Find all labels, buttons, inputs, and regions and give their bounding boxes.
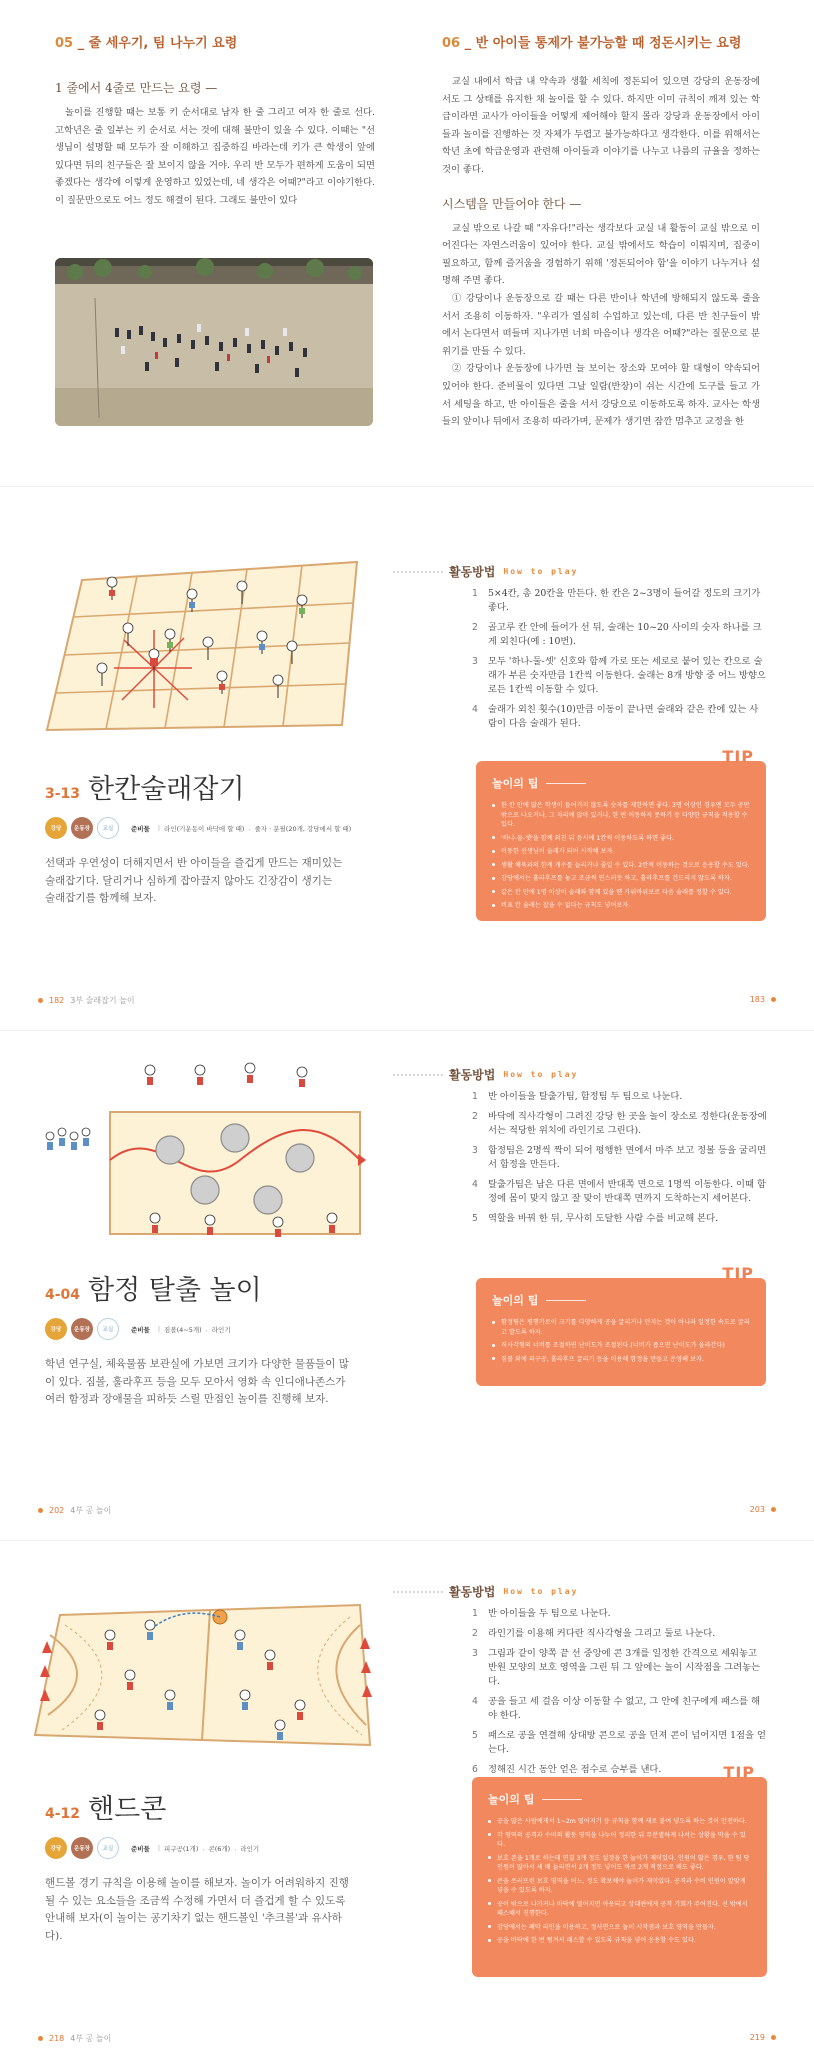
right-column [442, 32, 760, 431]
left-column [55, 32, 375, 210]
step-text: 정해진 시간 동안 얻은 점수로 승부를 낸다. [488, 1764, 662, 1775]
tip-item: 공이 밖으로 나가거나 바닥에 떨어지면 아웃되고 상대편에게 공격 기회가 주어진다. 선 밖에서 패스해서 진행한다. [488, 1900, 753, 1919]
step-text: 탈출가팀은 남은 다른 면에서 반대쪽 면으로 1명씩 이동한다. 이때 함정에 몸이 맞지 않고 잘 맞이 반대쪽 면까지 도착하는지 세어본다. [488, 1179, 766, 1204]
materials-item: 콘(6개) [208, 1844, 231, 1853]
page-divider [0, 486, 814, 487]
how-to-play-heading [393, 1583, 578, 1600]
dotted-rule [393, 1591, 443, 1593]
step-item: 1 반 아이들을 두 팀으로 나눈다. [472, 1608, 611, 1619]
tip-title: 놀이의 팁 [488, 1791, 753, 1807]
page-number: 203 [749, 1505, 765, 1514]
step-item: 6 정해진 시간 동안 얻은 점수로 승부를 낸다. [472, 1764, 662, 1775]
tip-label: TIP [722, 747, 754, 766]
folio-dot [38, 2036, 43, 2041]
dotted-rule [393, 571, 443, 573]
tip-item: 같은 칸 안에 1명 이상이 술래와 함께 있을 땐 가위바위보로 다음 술래를 정할 수 있다. [492, 888, 752, 898]
page-number: 219 [749, 2033, 765, 2042]
badge-field: 운동장 [71, 817, 93, 839]
game-intro: 핸드볼 경기 규칙을 이용해 놀이를 해보자. 놀이가 어려워하지 진행될 수 있는 요소들을 조금씩 수정해 가면서 더 즐겁게 할 수 있도록 안내해 보자(이 놀이는 공기차기 없는 핸드볼인 '추크볼'과 유사하다). [45, 1877, 349, 1942]
folio-right [750, 2033, 776, 2042]
tip-title: 놀이의 팁 [492, 1292, 752, 1308]
subheading: 1 줄에서 4줄로 만드는 요령 — [55, 81, 218, 95]
folio-dot [38, 1508, 43, 1513]
page-number: 182 [49, 996, 65, 1005]
game-code: 4-12 [45, 1806, 81, 1822]
section-title: _ 줄 세우기, 팀 나누기 요령 [77, 36, 238, 51]
tip-item: 각 영역의 공격과 수비의 활동 영역을 나누어 정리한 뒤 무분별하게 나서는 상황을 막을 수 있다. [488, 1831, 753, 1850]
badge-gym: 강당 [45, 1318, 67, 1340]
tip-item: 함정팀은 평행가로이 크기를 다양하게 공을 굴리거나 던지는 것이 아니라 일정한 속도로 굴리고 발도록 하자. [492, 1318, 752, 1337]
game-code: 4-04 [45, 1287, 81, 1303]
folio-dot [771, 997, 776, 1002]
page-divider [0, 1540, 814, 1541]
activity-spread [0, 1050, 814, 1520]
schoolyard-photo [55, 258, 373, 426]
tip-item: '하나-둘-셋'을 함께 외친 뒤 동시에 1칸씩 이동하도록 하면 좋다. [492, 834, 752, 844]
running-head: 4부 공 놀이 [70, 2034, 112, 2043]
step-text: 역할을 바꿔 한 뒤, 무사히 도달한 사람 수를 비교해 본다. [488, 1213, 719, 1224]
paragraph: 교실 밖으로 나갈 때 "자유다!"라는 생각보다 교실 내 활동이 교실 밖으로 이어진다는 자연스러움이 있어야 한다. 교실 밖에서도 학습이 이뤄지며, 집중이 필요하고, 함께 즐거움을 경험하기 위해 '정돈되어야 함'을 이야기 나누거나 설명해 주면 좋다. [442, 222, 760, 287]
materials-label: 준비물 [131, 824, 150, 833]
tip-item: 보호 존을 1개로 하는데 연결 3개 정도 설정을 한 놀이가 재미있다. 인원이 많은 경우, 한 팀 당 인원이 많아서 세 배 늘리면서 2개 정도 넣어도 바로 2개 적정으로 해도 좋다. [488, 1854, 753, 1873]
tip-item: 공을 많은 사람에게서 1~2m 떨어지기 등 규칙을 함께 새로 붙여 넣도록 하는 것이 안전하다. [488, 1817, 753, 1827]
game-title [45, 1787, 166, 1826]
step-text: 공을 들고 세 걸음 이상 이동할 수 없고, 그 안에 친구에게 패스를 해야 한다. [488, 1696, 760, 1721]
grid-tag-illustration [42, 550, 372, 740]
how-to-play-title: 활동방법 [449, 565, 496, 579]
step-text: 그림과 같이 양쪽 끝 선 중앙에 콘 3개를 일정한 간격으로 세워놓고 반원 모양의 보호 영역을 그린 뒤 그 앞에는 놀이 시작점을 그려놓는다. [488, 1648, 761, 1687]
section-heading [442, 32, 760, 51]
tip-item: 한 칸 안에 많은 학생이 들어가지 않도록 숫자를 제한하면 좋다. 3명 이상인 경우엔 모두 공만 밖으로 나오거나, 그 자리에 앉아 있거나, 한 번 이동하지 못하기 등 다양한 규칙을 적용할 수 있다. [492, 801, 752, 830]
folio-dot [771, 2035, 776, 2040]
game-name: 한칸술래잡기 [88, 774, 245, 805]
step-item: 5 역할을 바꿔 한 뒤, 무사히 도달한 사람 수를 비교해 본다. [472, 1213, 719, 1224]
paragraph: ② 강당이나 운동장에 나가면 늘 보이는 장소와 모여야 할 대형이 약속되어 있어야 한다. 준비물이 있다면 그날 일람(반장)이 쉬는 시간에 도구를 들고 가서 세팅을 하고, 반 아이들은 줄을 서서 강당으로 이동하도록 하자. 교사는 학생들의 앞이나 뒤에서 조용히 따라가며, 문제가 생기면 잠깐 멈추고 교정을 한 [442, 363, 760, 428]
step-item: 1 반 아이들을 탈출가팀, 함정팀 두 팀으로 나눈다. [472, 1091, 683, 1102]
section-title: _ 반 아이들 통제가 불가능할 때 정돈시키는 요령 [464, 36, 742, 51]
folio-left [38, 2033, 111, 2044]
folio-dot [771, 1507, 776, 1512]
tip-item: 강당에서는 폐막 라인을 이용하고, 정사면으로 놀이 시작점과 보호 영역을 만들자. [488, 1923, 753, 1933]
materials-item: 라인기 [211, 1325, 231, 1334]
handcone-court-illustration [30, 1575, 375, 1765]
folio-left [38, 1505, 111, 1516]
steps-list [472, 1607, 767, 1783]
tip-item: 이동한 선생님이 술래가 되어 시작해 보자. [492, 847, 752, 857]
materials: 준비물 | 피구공(1개) , 콘(6개) , 라인기 [131, 1844, 260, 1853]
section-heading [55, 32, 375, 51]
trap-escape-illustration [40, 1050, 370, 1250]
game-code: 3-13 [45, 786, 81, 802]
dotted-rule [393, 1074, 443, 1076]
steps-list [472, 1090, 767, 1232]
folio-right [750, 995, 776, 1004]
materials: 준비물 | 짐볼(4~5개) , 라인기 [131, 1325, 231, 1334]
materials-item: 줄자 · 분필(20개, 강당에서 할 때) [254, 824, 352, 833]
materials-item: 라인(기운동이 바닥에 할 때) [164, 824, 245, 833]
activity-spread [0, 1555, 814, 2063]
how-to-play-heading [393, 563, 578, 580]
how-to-play-title: 활동방법 [449, 1585, 496, 1599]
step-item: 2 골고루 칸 안에 들어가 선 뒤, 술래는 10~20 사이의 숫자 하나를 크게 외친다(예 : 10번). [472, 621, 767, 649]
running-head: 3부 술래잡기 놀이 [70, 996, 135, 1005]
tip-box [476, 747, 766, 921]
step-item: 5 패스로 공을 연결해 상대방 콘으로 공을 던져 콘이 넘어지면 1점을 얻는다. [472, 1730, 766, 1755]
tip-label: TIP [722, 1264, 754, 1283]
step-text: 라인기를 이용해 커다란 직사각형을 그리고 둘로 나눈다. [488, 1628, 716, 1639]
badge-field: 운동장 [71, 1318, 93, 1340]
tip-item: 생활 체육과의 한계 개수를 늘리거나 줄일 수 있다. 2칸씩 이동하는 것으로 응용할 수도 있다. [492, 861, 752, 871]
folio-dot [38, 998, 43, 1003]
tip-label: TIP [723, 1763, 755, 1782]
paragraph: ① 강당이나 운동장으로 갈 때는 다른 반이나 학년에 방해되지 않도록 줄을 서서 조용히 이동하자. "우리가 열심히 수업하고 있는데, 다른 반 친구들이 밖에서 논다면서 떠들며 지나가면 너희 마음이나 생각은 어때?"라는 질문으로 분위기를 만들 수 있다. [442, 292, 760, 357]
paragraph: 놀이를 진행할 때는 보통 키 순서대로 남자 한 줄 그리고 여자 한 줄로 선다. 고학년은 줄 일부는 키 순서로 서는 것에 대해 불만이 있을 수 있다. 이때는 "선생님이 설명할 때 모두가 잘 이해하고 집중하길 바라는데 키가 큰 학생이 앞에 있다면 뒤의 친구들은 잘 보이지 않을 거야. 우리 반 모두가 편하게 도움이 되면 좋겠다는 생각에 이렇게 운영하고 있었는데, 네 생각은 어때?"라고 이야기한다. 이 질문만으로도 어느 정도 해결이 된다. 그래도 불만이 있다 [55, 107, 375, 206]
folio-right [750, 1505, 776, 1514]
badge-gym: 강당 [45, 1837, 67, 1859]
step-text: 골고루 칸 안에 들어가 선 뒤, 술래는 10~20 사이의 숫자 하나를 크게 외친다(예 : 10번). [488, 622, 762, 647]
tip-box [476, 1264, 766, 1386]
text-spread [0, 0, 814, 470]
page-number: 183 [749, 995, 765, 1004]
badge-classroom: 교실 [97, 1837, 119, 1859]
activity-spread [0, 535, 814, 1020]
tip-item: 강당에서는 훌라후프를 놓고 조금씩 연스러듯 하고, 훌라후프를 건드리지 않도록 하자. [492, 874, 752, 884]
tip-item: 비표 칸 술래는 잡을 수 없다는 규칙도 넣어보자. [492, 901, 752, 911]
step-item: 4 공을 들고 세 걸음 이상 이동할 수 없고, 그 안에 친구에게 패스를 해야 한다. [472, 1695, 767, 1723]
badge-gym: 강당 [45, 817, 67, 839]
section-number: 05 [55, 36, 74, 51]
game-name: 함정 탈출 놀이 [88, 1275, 262, 1306]
subheading: 시스템을 만들어야 한다 — [442, 196, 582, 211]
how-to-play-english: How to play [503, 1587, 579, 1596]
step-text: 패스로 공을 연결해 상대방 콘으로 공을 던져 콘이 넘어지면 1점을 얻는다. [488, 1730, 766, 1755]
how-to-play-english: How to play [503, 1070, 579, 1079]
step-item: 3 모두 '하나-둘-셋' 신호와 함께 가로 또는 세로로 붙어 있는 칸으로 술래가 부른 숫자만큼 1칸씩 이동한다. 술래는 8개 방향 중 어느 방향으로든 1칸씩 이동할 수 있다. [472, 656, 766, 695]
tip-title: 놀이의 팁 [492, 775, 752, 791]
step-item: 2 바닥에 직사각형이 그려진 강당 한 곳을 놀이 장소로 정한다(운동장에서는 적당한 위치에 라인기로 그린다). [472, 1111, 767, 1136]
step-text: 함정팀은 2명씩 짝이 되어 평행한 면에서 마주 보고 정볼 등을 굴리면서 함정을 만든다. [488, 1145, 766, 1170]
step-text: 모두 '하나-둘-셋' 신호와 함께 가로 또는 세로로 붙어 있는 칸으로 술래가 부른 숫자만큼 1칸씩 이동한다. 술래는 8개 방향 중 어느 방향으로든 1칸씩 이동할 수 있다. [488, 656, 766, 695]
step-item: 3 함정팀은 2명씩 짝이 되어 평행한 면에서 마주 보고 정볼 등을 굴리면서 함정을 만든다. [472, 1145, 766, 1170]
game-title [45, 1268, 262, 1307]
step-text: 반 아이들을 탈출가팀, 함정팀 두 팀으로 나눈다. [488, 1091, 683, 1102]
step-text: 5×4칸, 총 20칸을 만든다. 한 칸은 2~3명이 들어갈 정도의 크기가 좋다. [488, 588, 761, 613]
game-intro: 학년 연구실, 체육물품 보관실에 가보면 크기가 다양한 물품들이 많이 있다. 짐볼, 훌라후프 등을 모두 모아서 영화 속 인디애나존스가 여러 함정과 장애물을 피하듯 스릴 만점인 놀이를 진행해 보자. [45, 1358, 349, 1405]
how-to-play-english: How to play [503, 567, 579, 576]
step-text: 바닥에 직사각형이 그려진 강당 한 곳을 놀이 장소로 정한다(운동장에서는 적당한 위치에 라인기로 그린다). [488, 1111, 767, 1136]
game-title [45, 767, 245, 806]
tip-item: 직사각형의 너비를 조절하면 난이도가 조절된다.(너비가 좁으면 난이도가 올라간다) [492, 1341, 752, 1351]
page-number: 202 [49, 1506, 65, 1515]
steps-list [472, 587, 767, 737]
step-text: 술래가 외친 횟수(10)만큼 이동이 끝나면 술래와 같은 칸에 있는 사람이 다음 술래가 된다. [488, 704, 759, 729]
section-number: 06 [442, 36, 461, 51]
materials-item: 짐볼(4~5개) [164, 1325, 202, 1334]
badge-row [45, 1318, 231, 1340]
step-item: 1 5×4칸, 총 20칸을 만든다. 한 칸은 2~3명이 들어갈 정도의 크기가 좋다. [472, 587, 767, 615]
step-item: 4 술래가 외친 횟수(10)만큼 이동이 끝나면 술래와 같은 칸에 있는 사람이 다음 술래가 된다. [472, 703, 767, 731]
materials-item: 라인기 [240, 1844, 260, 1853]
how-to-play-heading [393, 1066, 578, 1083]
badge-row [45, 1837, 259, 1859]
page-divider [0, 1030, 814, 1031]
badge-classroom: 교실 [97, 1318, 119, 1340]
paragraph: 교실 내에서 학급 내 약속과 생활 세칙에 정돈되어 있으면 강당의 운동장에 서도 그 상태를 유지한 채 놀이를 할 수 있다. 하지만 이미 규칙이 깨져 있는 학급이라면 교사가 아이들을 어떻게 제어해야 할지 몰라 강당과 운동장에서 아이들과 놀이를 진행하는 것 자체가 두렵고 불가능하다고 생각한다. 이를 위해서는 학년 초에 학급운영과 관련해 아이들과 이야기를 나누고 나름의 규율을 정하는 것이 좋다. [442, 76, 760, 175]
folio-left [38, 995, 135, 1006]
tip-item: 공을 바닥에 한 번 튕겨서 패스할 수 있도록 규칙을 넣어 응용할 수도 있다. [488, 1936, 753, 1946]
tip-list [488, 1817, 753, 1946]
tip-item: 콘을 쓰러뜨린 보호 영역을 어느, 정도 확보해야 놀이가 재미있다. 공격과 수비 인원이 알맞게 넣을 수 있도록 하자. [488, 1877, 753, 1896]
step-item: 2 라인기를 이용해 커다란 직사각형을 그리고 둘로 나눈다. [472, 1628, 716, 1639]
badge-row [45, 817, 351, 839]
badge-field: 운동장 [71, 1837, 93, 1859]
aerial-schoolyard-image [55, 258, 373, 426]
tip-list [492, 1318, 752, 1364]
step-item: 3 그림과 같이 양쪽 끝 선 중앙에 콘 3개를 일정한 간격으로 세워놓고 반원 모양의 보호 영역을 그린 뒤 그 앞에는 놀이 시작점을 그려놓는다. [472, 1647, 767, 1689]
tip-list [492, 801, 752, 911]
step-text: 반 아이들을 두 팀으로 나눈다. [488, 1608, 611, 1619]
materials-label: 준비물 [131, 1844, 150, 1853]
tip-item: 짐볼 외에 피구공, 훌라후프 굴리기 등을 이용해 함정을 만들고 운영해 보자. [492, 1355, 752, 1365]
running-head: 4부 공 놀이 [70, 1506, 112, 1515]
how-to-play-title: 활동방법 [449, 1068, 496, 1082]
materials: 준비물 | 라인(기운동이 바닥에 할 때) , 줄자 · 분필(20개, 강당에서 할 때) [131, 824, 352, 833]
badge-classroom: 교실 [97, 817, 119, 839]
materials-label: 준비물 [131, 1325, 150, 1334]
game-name: 핸드콘 [88, 1794, 167, 1825]
step-item: 4 탈출가팀은 남은 다른 면에서 반대쪽 면으로 1명씩 이동한다. 이때 함정에 몸이 맞지 않고 잘 맞이 반대쪽 면까지 도착하는지 세어본다. [472, 1179, 766, 1204]
page-number: 218 [49, 2034, 65, 2043]
materials-item: 피구공(1개) [164, 1844, 199, 1853]
game-intro: 선택과 우연성이 더해지면서 반 아이들을 즐겁게 만드는 재미있는 술래잡기다. 달리거나 심하게 잡아끌지 않아도 긴장감이 생기는 술래잡기를 함께해 보자. [45, 857, 343, 904]
